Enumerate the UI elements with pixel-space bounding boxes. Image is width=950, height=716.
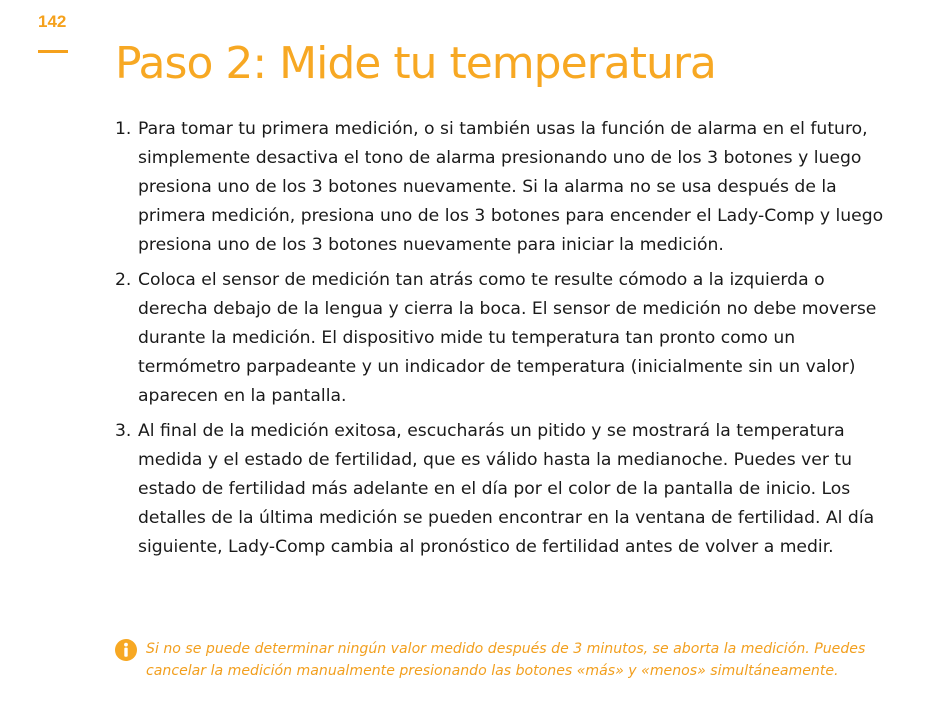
step-number: 2.: [115, 270, 132, 290]
note-text: Si no se puede determinar ningún valor medido después de 3 minutos, se aborta la medición. Puedes cancelar la medición manualmente presionando las botones «más» y «menos» simultáneamente.: [146, 641, 866, 679]
info-icon: [115, 639, 137, 661]
step-text: Al final de la medición exitosa, escucharás un pitido y se mostrará la temperatura medida y el estado de fertilidad, que es válido hasta la medianoche. Puedes ver tu estado de fertilidad más adelante en el día por el color de la pantalla de inicio. Los detalles de la última medición se pueden encontrar en la ventana de fertilidad. Al día siguiente, Lady-Comp cambia al pronóstico de fertilidad antes de volver a medir.: [138, 421, 875, 557]
page-number: 142: [38, 12, 67, 31]
page-title: Paso 2: Mide tu temperatura: [115, 38, 716, 89]
info-note: [115, 638, 885, 682]
page-number-rule: [38, 50, 68, 53]
step-text: Para tomar tu primera medición, o si también usas la función de alarma en el futuro, simplemente desactiva el tono de alarma presionando uno de los 3 botones y luego presiona uno de los 3 botones nuevamente. Si la alarma no se usa después de la primera medición, presiona uno de los 3 botones para encender el Lady-Comp y luego presiona uno de los 3 botones nuevamente para iniciar la medición.: [138, 119, 884, 255]
step-item: [115, 417, 895, 562]
step-number: 3.: [115, 421, 132, 441]
step-number: 1.: [115, 119, 132, 139]
steps-list: [115, 115, 895, 568]
step-text: Coloca el sensor de medición tan atrás como te resulte cómodo a la izquierda o derecha debajo de la lengua y cierra la boca. El sensor de medición no debe moverse durante la medición. El dispositivo mide tu temperatura tan pronto como un termómetro parpadeante y un indicador de temperatura (inicialmente sin un valor) aparecen en la pantalla.: [138, 270, 877, 406]
step-item: [115, 115, 895, 260]
step-item: [115, 266, 895, 411]
